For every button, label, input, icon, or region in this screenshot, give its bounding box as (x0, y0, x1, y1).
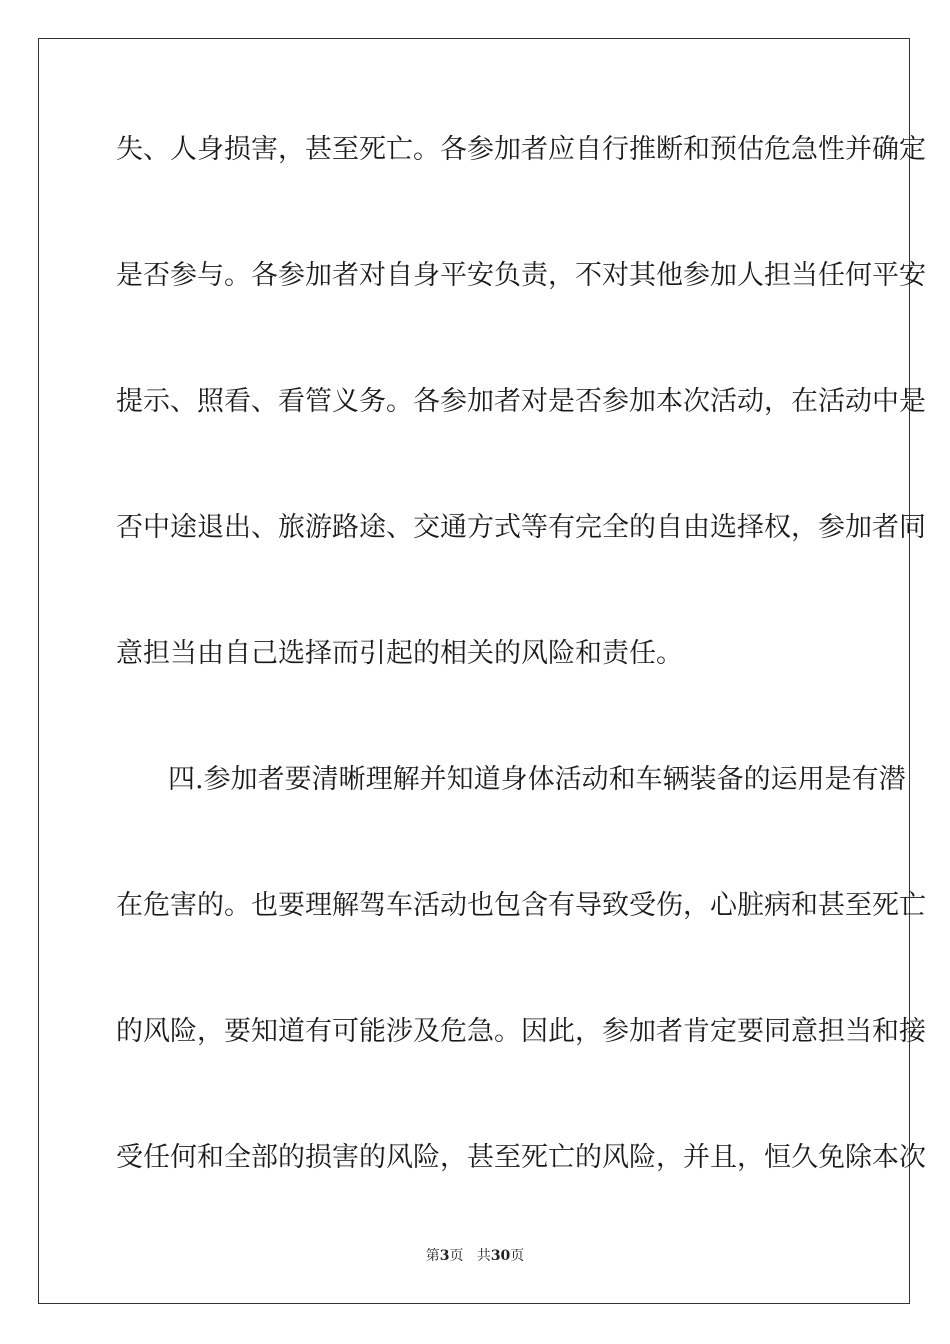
body-text-line-6: 四.参加者要清晰理解并知道身体活动和车辆装备的运用是有潜 (168, 764, 906, 795)
footer-page-number: 3 (439, 1248, 450, 1264)
footer-total-pages: 30 (490, 1248, 511, 1264)
footer-total-suffix: 页 (510, 1248, 525, 1264)
page-footer (0, 1247, 950, 1265)
body-text-line-1: 失、人身损害，甚至死亡。各参加者应自行推断和预估危急性并确定 (116, 134, 926, 165)
body-text-line-2: 是否参与。各参加者对自身平安负责，不对其他参加人担当任何平安 (116, 260, 926, 291)
footer-page-suffix: 页 (449, 1248, 464, 1264)
page-border (38, 38, 926, 1304)
footer-page-prefix: 第 (425, 1248, 440, 1264)
body-text-line-8: 的风险，要知道有可能涉及危急。因此，参加者肯定要同意担当和接 (116, 1016, 926, 1047)
body-text-line-9: 受任何和全部的损害的风险，甚至死亡的风险，并且，恒久免除本次 (116, 1142, 926, 1173)
body-text-line-3: 提示、照看、看管义务。各参加者对是否参加本次活动，在活动中是 (116, 386, 926, 417)
body-text-line-5: 意担当由自己选择而引起的相关的风险和责任。 (116, 638, 683, 669)
body-text-line-7: 在危害的。也要理解驾车活动也包含有导致受伤，心脏病和甚至死亡 (116, 890, 926, 921)
footer-total-prefix: 共 (476, 1248, 491, 1264)
body-text-line-4: 否中途退出、旅游路途、交通方式等有完全的自由选择权，参加者同 (116, 512, 926, 543)
